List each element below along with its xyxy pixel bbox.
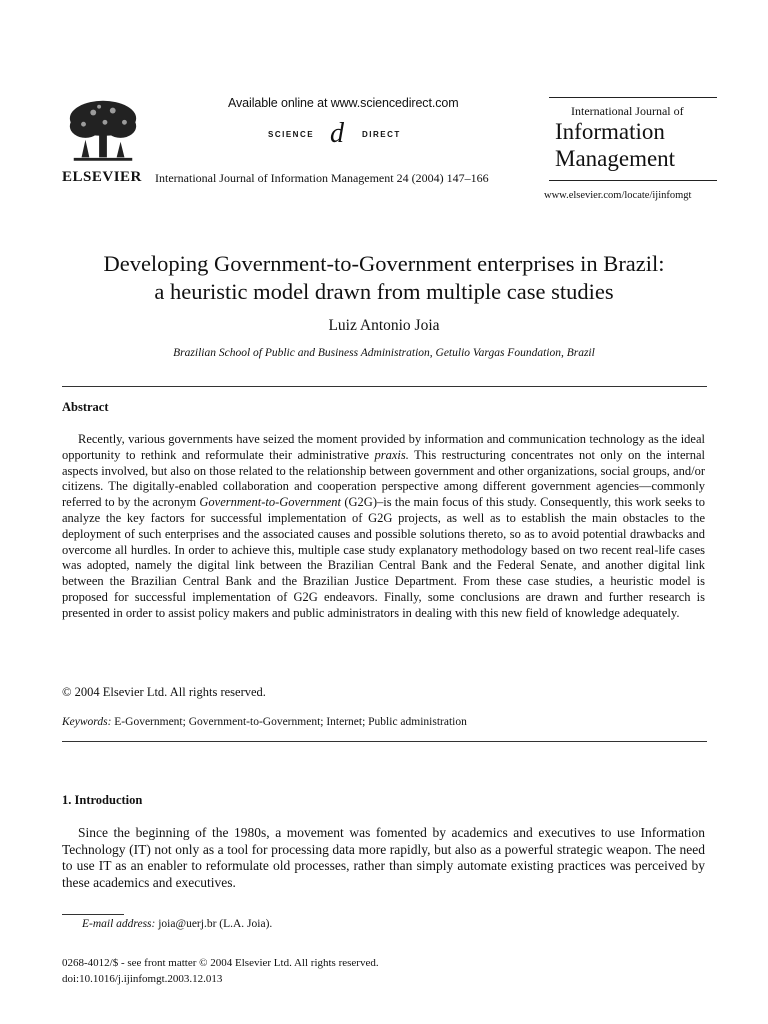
journal-url: www.elsevier.com/locate/ijinfomgt (544, 190, 692, 201)
masthead-title (555, 118, 725, 172)
abstract-italic-praxis: praxis. (374, 447, 409, 462)
doi-line: doi:10.1016/j.ijinfomgt.2003.12.013 (62, 973, 223, 985)
abstract-bottom-rule (62, 741, 707, 742)
elsevier-wordmark: ELSEVIER (62, 169, 142, 185)
keywords-label: Keywords: (62, 716, 112, 728)
front-matter-line: 0268-4012/$ - see front matter © 2004 Elsevier Ltd. All rights reserved. (62, 957, 379, 969)
abstract-top-rule (62, 386, 707, 387)
article-title-line2: a heuristic model drawn from multiple case studies (154, 279, 614, 304)
masthead-title-line1: Information (555, 119, 665, 144)
abstract-text (62, 432, 705, 622)
tree-icon (64, 96, 142, 168)
introduction-paragraph: Since the beginning of the 1980s, a movement was fomented by academics and executives to use Information Technology (IT) not only as a tool for processing data more rapidly, but also as a powerful strategic weapon. The need to use IT as an enabler to reformulate old processes, rather than simply automate existing practices was perceived by these academics and executives. (62, 825, 705, 890)
masthead-bottom-rule (549, 180, 717, 181)
abstract-heading: Abstract (62, 400, 109, 414)
sciencedirect-logo-right: DIRECT (362, 130, 401, 139)
article-title-line1: Developing Government-to-Government enterprises in Brazil: (103, 251, 665, 276)
keywords (62, 716, 467, 728)
footnote-email-value: joia@uerj.br (L.A. Joia). (155, 918, 273, 930)
journal-citation: International Journal of Information Management 24 (2004) 147–166 (155, 171, 489, 185)
abstract-text-part: Recently, various governments have seized the moment provided by information and communication technology as the ideal opportunity to rethink and reformulate their administrative (62, 432, 705, 462)
footnote-email (82, 918, 272, 930)
masthead-of: International Journal of (571, 104, 684, 118)
sciencedirect-logo (268, 118, 428, 149)
available-online-text: Available online at www.sciencedirect.com (228, 96, 459, 110)
masthead-title-line2: Management (555, 146, 676, 171)
elsevier-logo (62, 96, 150, 186)
keywords-list: E-Government; Government-to-Government; Internet; Public administration (114, 716, 467, 728)
footnote-email-label: E-mail address: (82, 918, 156, 930)
author-name: Luiz Antonio Joia (328, 317, 440, 334)
masthead-top-rule (549, 97, 717, 98)
article-title (40, 250, 728, 306)
abstract-italic-g2g: Government-to-Government (199, 495, 342, 510)
abstract-text-part: This restructuring concentrates not only on the internal aspects involved, but also on those related to the relationship between government and other organizations, social groups, and/or citizens. The digitally-enabled collaboration and cooperation perspective among different government agencies—commonly referred to by the acronym (62, 447, 705, 510)
footnote-rule (62, 914, 124, 915)
abstract-text-part: (G2G)–is the main focus of this study. Consequently, this work seeks to analyze the key factors for successful implementation of G2G projects, as well as to establish the main obstacles to the deployment of such enterprises and the associated causes and possible solutions thereto, so as to avoid potential drawbacks and overcome all hurdles. In order to achieve this, multiple case study explanatory methodology based on two recent real-life cases was adopted, namely the digital link between the Brazilian Central Bank and the Federal Senate, and another digital link between the Brazilian Central Bank and the Brazilian Justice Department. From these case studies, a heuristic model is proposed for successful implementation of G2G endeavors. Finally, some conclusions are drawn and further research is presented in order to assist policy makers and public administrators in dealing with this new field of knowledge adequately. (62, 495, 705, 620)
section-heading-introduction: 1. Introduction (62, 793, 143, 807)
sciencedirect-logo-mark: d (330, 118, 344, 149)
author-affiliation: Brazilian School of Public and Business Administration, Getulio Vargas Foundation, Brazil (173, 347, 595, 359)
sciencedirect-logo-left: SCIENCE (268, 130, 315, 139)
abstract-copyright: © 2004 Elsevier Ltd. All rights reserved. (62, 685, 266, 699)
